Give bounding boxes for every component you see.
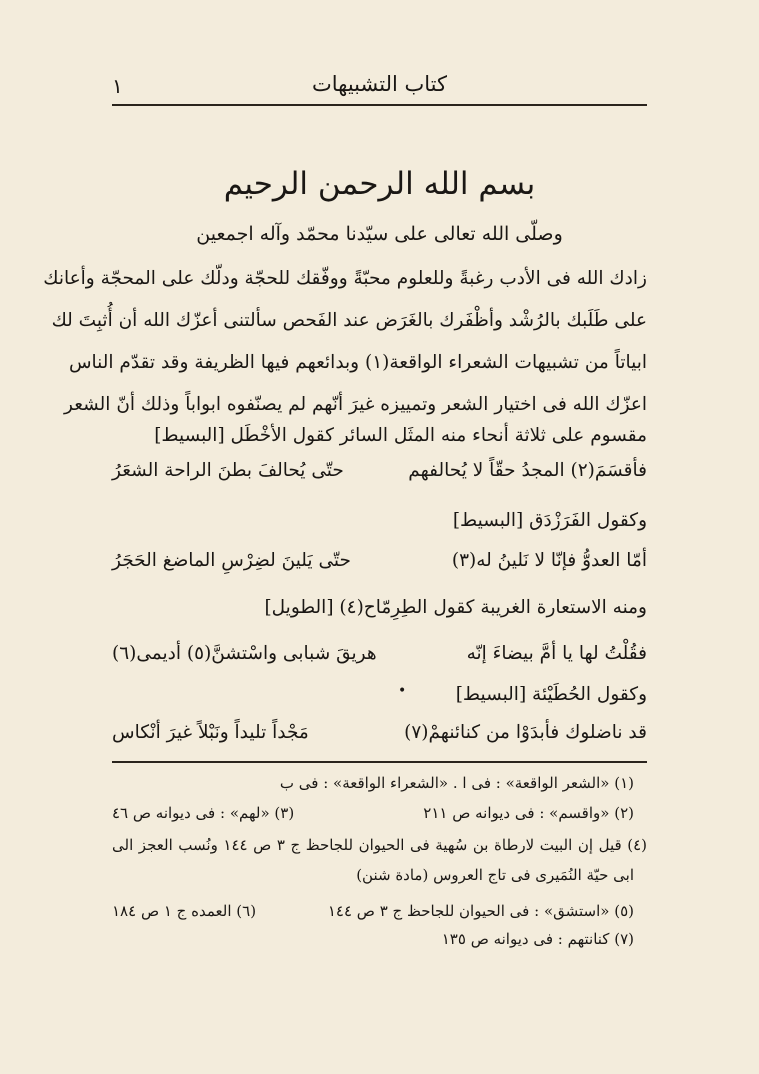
footnote-5: (٥) «استشق» : فى الحيوان للجاحظ ج ٣ ص ١٤٤ <box>327 902 634 920</box>
decorative-dot: • <box>398 683 407 699</box>
footnote-2: (٢) «واقسم» : فى ديوانه ص ٢١١ <box>423 804 634 822</box>
footnote-4-line-1: (٤) قيل إن البيت لارطاة بن سُهية فى الحيوان للجاحظ ج ٣ ص ١٤٤ ونُسب العجز الى <box>112 836 647 854</box>
basmala: بسم الله الرحمن الرحيم <box>223 166 536 202</box>
footnote-rule <box>112 761 647 763</box>
footnote-4-line-2: ابى حيّة النُمَيرى فى تاج العروس (مادة شنن) <box>356 866 634 884</box>
verse-2-first-hemistich: أمّا العدوُّ فإنّا لا نَلينُ له(٣) <box>451 550 647 571</box>
prose-line-3: ابياتاً من تشبيهات الشعراء الواقعة(١) وبدائعهم فيها الظريفة وقد تقدّم الناس <box>68 352 647 373</box>
page-number: ١ <box>112 74 123 98</box>
invocation-line: وصلّى الله تعالى على سيّدنا محمّد وآله اجمعين <box>196 223 563 245</box>
verse-3-intro: ومنه الاستعارة الغريبة كقول الطِرِمّاح(٤) [الطويل] <box>264 597 647 618</box>
verse-3-first-hemistich: فقُلْتُ لها يا أمَّ بيضاءَ إنّه <box>466 643 647 664</box>
footnote-1: (١) «الشعر الواقعة» : فى ا . «الشعراء الواقعة» : فى ب <box>279 774 634 792</box>
verse-2-intro: وكقول الفَرَزْدَق [البسيط] <box>452 510 647 531</box>
prose-line-1: زادك الله فى الأدب رغبةً وللعلوم محبّةً ووفّقك للحجّة ودلّك على المحجّة وأعانك <box>43 268 647 289</box>
footnote-6: (٦) العمده ج ١ ص ١٨٤ <box>112 902 257 920</box>
running-head-title: كتاب التشبيهات <box>311 72 447 96</box>
header-rule <box>112 104 647 106</box>
footnote-3: (٣) «لهم» : فى ديوانه ص ٤٦ <box>112 804 295 822</box>
footnote-7: (٧) كنانتهم : فى ديوانه ص ١٣٥ <box>441 930 634 948</box>
verse-3-second-hemistich: هريقَ شبابى واسْتشنَّ(٥) أديمى(٦) <box>112 643 377 664</box>
verse-4-intro: وكقول الحُطَيْئة [البسيط] <box>455 684 647 705</box>
verse-2-second-hemistich: حتّى يَلينَ لضِرْسِ الماضغ الحَجَرُ <box>112 550 351 571</box>
verse-4-first-hemistich: قد ناضلوك فأبدَوْا من كنائنهمْ(٧) <box>404 722 647 743</box>
verse-1-second-hemistich: حتّى يُحالفَ بطنَ الراحة الشعَرُ <box>112 460 344 481</box>
prose-line-5: مقسوم على ثلاثة أنحاء منه المثَل السائر كقول الأخْطَل [البسيط] <box>154 425 647 446</box>
prose-line-2: على طَلَبك بالرُشْد وأظْفَرك بالغَرَض عند الفَحص سألتنى أعزّك الله أن أُثبِتَ لك <box>51 310 647 331</box>
prose-line-4: اعزّك الله فى اختيار الشعر وتمييزه غيرَ أنّهم لم يصنّفوه ابواباً وذلك أنّ الشعر <box>64 394 647 415</box>
verse-4-second-hemistich: مَجْداً تليداً ونَبْلاً غيرَ أنْكاس <box>112 722 309 743</box>
verse-1-first-hemistich: فأقسَمَ(٢) المجدُ حقّاً لا يُحالفهم <box>408 460 647 481</box>
